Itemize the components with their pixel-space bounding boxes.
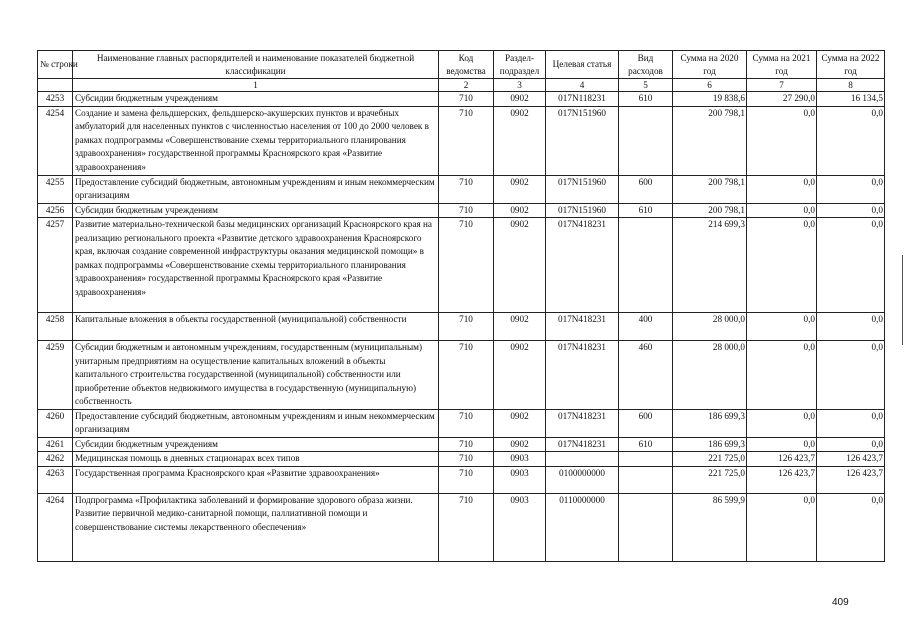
row-target: 017N418231 [546, 409, 619, 437]
row-target: 0100000000 [546, 466, 619, 493]
row-number: 4261 [38, 437, 73, 452]
table-row [38, 106, 885, 175]
row-name: Подпрограмма «Профилактика заболеваний и формирование здорового образа жизни. Развитие первичной медико-санитарной помощи, паллиативной помощи и совершенствование системы лекарственного обеспечения» [73, 493, 439, 561]
row-target: 017N151960 [546, 203, 619, 218]
column-number: 4 [546, 79, 619, 92]
row-expense-type: 610 [619, 203, 673, 218]
row-sum-2020: 28 000,0 [673, 341, 747, 410]
row-sum-2022: 126 423,7 [817, 452, 885, 467]
row-number: 4254 [38, 106, 73, 175]
row-section: 0903 [494, 493, 546, 561]
row-dept-code: 710 [439, 92, 494, 107]
row-expense-type: 600 [619, 175, 673, 203]
header-expense-type: Вид расходов [619, 51, 673, 79]
row-sum-2021: 0,0 [747, 409, 817, 437]
row-name: Государственная программа Красноярского края «Развитие здравоохранения» [73, 466, 439, 493]
table-row [38, 493, 885, 561]
row-target: 017N418231 [546, 218, 619, 313]
column-number: 2 [439, 79, 494, 92]
row-dept-code: 710 [439, 493, 494, 561]
row-sum-2022: 16 134,5 [817, 92, 885, 107]
table-row [38, 313, 885, 341]
row-name: Создание и замена фельдшерских, фельдшерско-акушерских пунктов и врачебных амбулаторий для населенных пунктов с численностью населения от 100 до 2000 человек в рамках подпрограммы «Совершенствование схемы территориального планирования здравоохранения» государственной программы Красноярского края «Развитие здравоохранения» [73, 106, 439, 175]
row-name: Субсидии бюджетным и автономным учреждениям, государственным (муниципальным) унитарным предприятиям на осуществление капитальных вложений в объекты капитального строительства государственной (муниципальной) собственности или приобретение объектов недвижимого имущества в государственную (муниципальную) собственность [73, 341, 439, 410]
row-expense-type: 460 [619, 341, 673, 410]
row-sum-2021: 0,0 [747, 203, 817, 218]
page-number: 409 [832, 597, 849, 608]
row-dept-code: 710 [439, 452, 494, 467]
row-name: Медицинская помощь в дневных стационарах всех типов [73, 452, 439, 467]
row-number: 4253 [38, 92, 73, 107]
row-sum-2021: 0,0 [747, 106, 817, 175]
row-number: 4260 [38, 409, 73, 437]
row-target: 017N418231 [546, 313, 619, 341]
row-name: Предоставление субсидий бюджетным, автономным учреждениям и иным некоммерческим организациям [73, 409, 439, 437]
row-sum-2020: 200 798,1 [673, 175, 747, 203]
row-sum-2020: 214 699,3 [673, 218, 747, 313]
header-section: Раздел-подраздел [494, 51, 546, 79]
row-sum-2021: 27 290,0 [747, 92, 817, 107]
row-number: 4264 [38, 493, 73, 561]
row-section: 0902 [494, 203, 546, 218]
row-dept-code: 710 [439, 466, 494, 493]
header-sum-2020: Сумма на 2020 год [673, 51, 747, 79]
header-row-no: № строки [38, 51, 73, 79]
row-expense-type: 610 [619, 437, 673, 452]
row-section: 0902 [494, 106, 546, 175]
row-sum-2022: 0,0 [817, 218, 885, 313]
header-name: Наименование главных распорядителей и наименование показателей бюджетной классификации [73, 51, 439, 79]
row-target: 0110000000 [546, 493, 619, 561]
row-dept-code: 710 [439, 203, 494, 218]
table-row [38, 203, 885, 218]
row-sum-2020: 186 699,3 [673, 437, 747, 452]
row-expense-type [619, 218, 673, 313]
row-sum-2021: 0,0 [747, 493, 817, 561]
row-sum-2020: 221 725,0 [673, 452, 747, 467]
row-sum-2020: 86 599,9 [673, 493, 747, 561]
row-expense-type [619, 466, 673, 493]
row-section: 0902 [494, 437, 546, 452]
row-expense-type: 400 [619, 313, 673, 341]
row-sum-2022: 0,0 [817, 493, 885, 561]
row-sum-2020: 200 798,1 [673, 203, 747, 218]
table-row [38, 175, 885, 203]
column-number: 6 [673, 79, 747, 92]
row-target: 017N151960 [546, 175, 619, 203]
row-expense-type [619, 493, 673, 561]
row-target: 017N118231 [546, 92, 619, 107]
table-row [38, 437, 885, 452]
row-section: 0902 [494, 313, 546, 341]
row-section: 0902 [494, 175, 546, 203]
row-dept-code: 710 [439, 313, 494, 341]
row-dept-code: 710 [439, 106, 494, 175]
row-sum-2022: 0,0 [817, 175, 885, 203]
row-number: 4255 [38, 175, 73, 203]
row-sum-2020: 186 699,3 [673, 409, 747, 437]
column-number: 1 [73, 79, 439, 92]
header-target: Целевая статья [546, 51, 619, 79]
row-name: Капитальные вложения в объекты государственной (муниципальной) собственности [73, 313, 439, 341]
row-sum-2021: 0,0 [747, 175, 817, 203]
row-name: Развитие материально-технической базы медицинских организаций Красноярского края на реализацию регионального проекта «Развитие детского здравоохранения Красноярского края, включая создание современной инфраструктуры оказания медицинской помощи» в рамках подпрограммы «Совершенствование схемы территориального планирования здравоохранения» государственной программы Красноярского края «Развитие здравоохранения» [73, 218, 439, 313]
row-sum-2021: 126 423,7 [747, 452, 817, 467]
row-number: 4263 [38, 466, 73, 493]
row-target: 017N418231 [546, 341, 619, 410]
row-section: 0902 [494, 409, 546, 437]
row-target: 017N418231 [546, 437, 619, 452]
header-sum-2022: Сумма на 2022 год [817, 51, 885, 79]
column-number: 7 [747, 79, 817, 92]
table-row [38, 466, 885, 493]
row-section: 0903 [494, 466, 546, 493]
row-section: 0902 [494, 341, 546, 410]
row-expense-type: 600 [619, 409, 673, 437]
table-header [38, 51, 885, 79]
row-sum-2021: 0,0 [747, 218, 817, 313]
row-sum-2021: 0,0 [747, 437, 817, 452]
row-sum-2022: 0,0 [817, 313, 885, 341]
row-expense-type [619, 452, 673, 467]
row-number: 4256 [38, 203, 73, 218]
header-sum-2021: Сумма на 2021 год [747, 51, 817, 79]
margin-rule [902, 255, 903, 345]
row-sum-2020: 28 000,0 [673, 313, 747, 341]
row-section: 0902 [494, 92, 546, 107]
row-expense-type [619, 106, 673, 175]
table-row [38, 452, 885, 467]
row-sum-2021: 0,0 [747, 313, 817, 341]
row-sum-2020: 200 798,1 [673, 106, 747, 175]
row-section: 0903 [494, 452, 546, 467]
row-sum-2022: 0,0 [817, 409, 885, 437]
row-sum-2022: 0,0 [817, 341, 885, 410]
row-name: Предоставление субсидий бюджетным, автономным учреждениям и иным некоммерческим организациям [73, 175, 439, 203]
row-dept-code: 710 [439, 341, 494, 410]
row-number: 4257 [38, 218, 73, 313]
column-number: 5 [619, 79, 673, 92]
row-sum-2022: 126 423,7 [817, 466, 885, 493]
row-target: 017N151960 [546, 106, 619, 175]
row-sum-2022: 0,0 [817, 203, 885, 218]
row-name: Субсидии бюджетным учреждениям [73, 203, 439, 218]
row-dept-code: 710 [439, 409, 494, 437]
row-target [546, 452, 619, 467]
row-dept-code: 710 [439, 218, 494, 313]
header-dept-code: Код ведомства [439, 51, 494, 79]
row-dept-code: 710 [439, 437, 494, 452]
row-number: 4258 [38, 313, 73, 341]
row-number: 4262 [38, 452, 73, 467]
table-row [38, 218, 885, 313]
row-section: 0902 [494, 218, 546, 313]
row-sum-2022: 0,0 [817, 106, 885, 175]
table-row [38, 92, 885, 107]
row-sum-2021: 0,0 [747, 341, 817, 410]
row-name: Субсидии бюджетным учреждениям [73, 437, 439, 452]
row-sum-2020: 19 838,6 [673, 92, 747, 107]
column-number [38, 79, 73, 92]
row-dept-code: 710 [439, 175, 494, 203]
column-number: 8 [817, 79, 885, 92]
row-name: Субсидии бюджетным учреждениям [73, 92, 439, 107]
row-sum-2020: 221 725,0 [673, 466, 747, 493]
column-number-row [38, 79, 885, 92]
row-expense-type: 610 [619, 92, 673, 107]
column-number: 3 [494, 79, 546, 92]
row-number: 4259 [38, 341, 73, 410]
row-sum-2022: 0,0 [817, 437, 885, 452]
budget-table [37, 50, 885, 562]
table-row [38, 341, 885, 410]
row-sum-2021: 126 423,7 [747, 466, 817, 493]
table-row [38, 409, 885, 437]
